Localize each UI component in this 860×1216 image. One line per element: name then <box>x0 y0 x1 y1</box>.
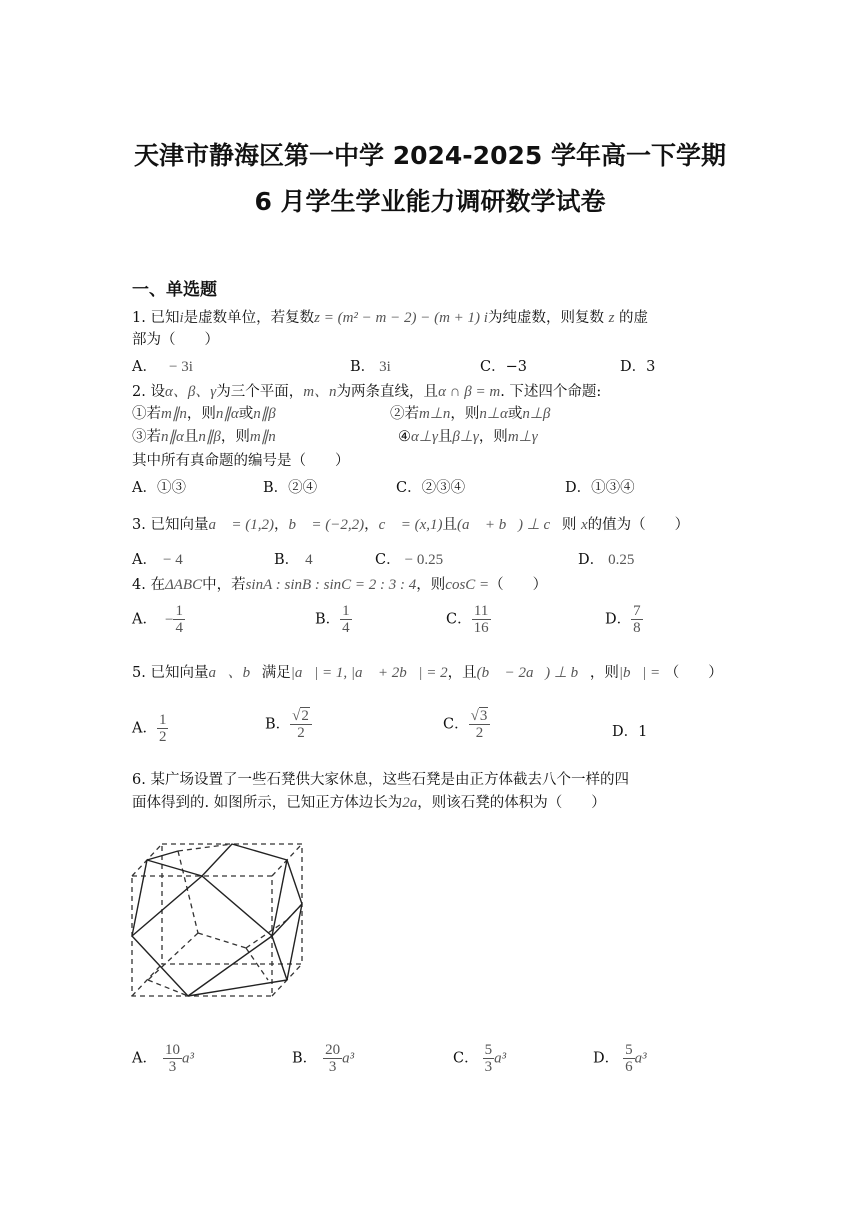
q2-option-a: A．①③ <box>132 480 186 496</box>
q2-statement-3: ③若n∥α且n∥β，则m∥n <box>132 429 276 445</box>
q5-option-d: D．1 <box>612 724 648 740</box>
q1-option-a: A． − 3i <box>132 359 193 375</box>
q2-statement-4: ④α⊥γ且β⊥γ，则m⊥γ <box>398 429 538 445</box>
cube-front-face <box>132 876 272 996</box>
q2-statement-1: ①若m∥n，则n∥α或n∥β <box>132 406 276 422</box>
question-5-stem: 5. 已知向量a⃗、b⃗满足|a⃗| = 1, |a⃗ + 2b⃗| = 2，且(b⃗ − 2a⃗) ⊥ b⃗，则|b⃗| = （ ） <box>132 665 723 681</box>
q3-option-d: D． 0.25 <box>578 552 635 568</box>
q4-option-b: B． $\frac{1}{4}$ <box>315 603 350 636</box>
q1-option-b: B． 3i <box>350 359 391 375</box>
q1-option-d: D．3 <box>620 359 656 375</box>
q6-option-c: C． $\frac{5}{3}$ a³ <box>453 1042 507 1075</box>
q3-option-a: A． − 4 <box>132 552 183 568</box>
cube-back-face <box>162 844 302 964</box>
question-6-stem-line1: 6. 某广场设置了一些石凳供大家休息，这些石凳是由正方体截去八个一样的四 <box>132 772 629 788</box>
q3-option-b: B． 4 <box>274 552 313 568</box>
q2-statement-2: ②若m⊥n，则n⊥α或n⊥β <box>390 406 551 422</box>
q4-option-d: D． $\frac{7}{8}$ <box>605 603 641 636</box>
q2-question: 其中所有真命题的编号是（ ） <box>132 453 350 469</box>
q6-option-d: D． $\frac{5}{6}$ a³ <box>593 1042 647 1075</box>
question-1-stem: 1. 已知i是虚数单位，若复数z = (m² − m − 2) − (m + 1) i为纯虚数，则复数 z 的虚 <box>132 310 649 326</box>
title-line-1: 天津市静海区第一中学 2024-2025 学年高一下学期 <box>134 141 726 170</box>
question-4-stem: 4. 在ΔABC中，若sinA : sinB : sinC = 2 : 3 : 4，则cosC =（ ） <box>132 577 548 593</box>
q2-option-b: B．②④ <box>263 480 318 496</box>
section-heading: 一、单选题 <box>132 280 217 300</box>
q6-option-b: B． $\frac{20}{3}$ a³ <box>292 1042 355 1075</box>
q5-option-a: A． $\frac{1}{2}$ <box>132 712 167 745</box>
stone-bench-figure <box>128 838 308 1003</box>
q4-option-a: A． − $\frac{1}{4}$ <box>132 603 183 636</box>
q1-option-c: C．−3 <box>480 359 527 375</box>
question-6-stem-line2: 面体得到的. 如图所示，已知正方体边长为2a，则该石凳的体积为（ ） <box>132 795 606 811</box>
title-line-2: 6 月学生学业能力调研数学试卷 <box>254 187 606 216</box>
q5-option-b: B． $\frac{√2}{2}$ <box>265 708 312 741</box>
q2-option-d: D．①③④ <box>565 480 635 496</box>
q5-option-c: C． $\frac{√3}{2}$ <box>443 708 490 741</box>
q2-option-c: C．②③④ <box>396 480 466 496</box>
question-3-stem: 3. 已知向量a⃗ = (1,2)，b⃗ = (−2,2)，c⃗ = (x,1)且(a⃗ + b⃗) ⊥ c⃗则 x的值为（ ） <box>132 517 690 533</box>
q3-option-c: C． − 0.25 <box>375 552 444 568</box>
q4-option-c: C． $\frac{11}{16}$ <box>446 603 489 636</box>
q1-formula: z = (m² − m − 2) − (m + 1) i <box>314 310 488 326</box>
question-2-stem: 2. 设α、β、γ为三个平面，m、n为两条直线，且α ∩ β = m. 下述四个命题: <box>132 384 602 400</box>
q6-option-a: A． $\frac{10}{3}$ a³ <box>132 1042 194 1075</box>
question-1-stem-line2: 部为（ ） <box>132 332 219 348</box>
